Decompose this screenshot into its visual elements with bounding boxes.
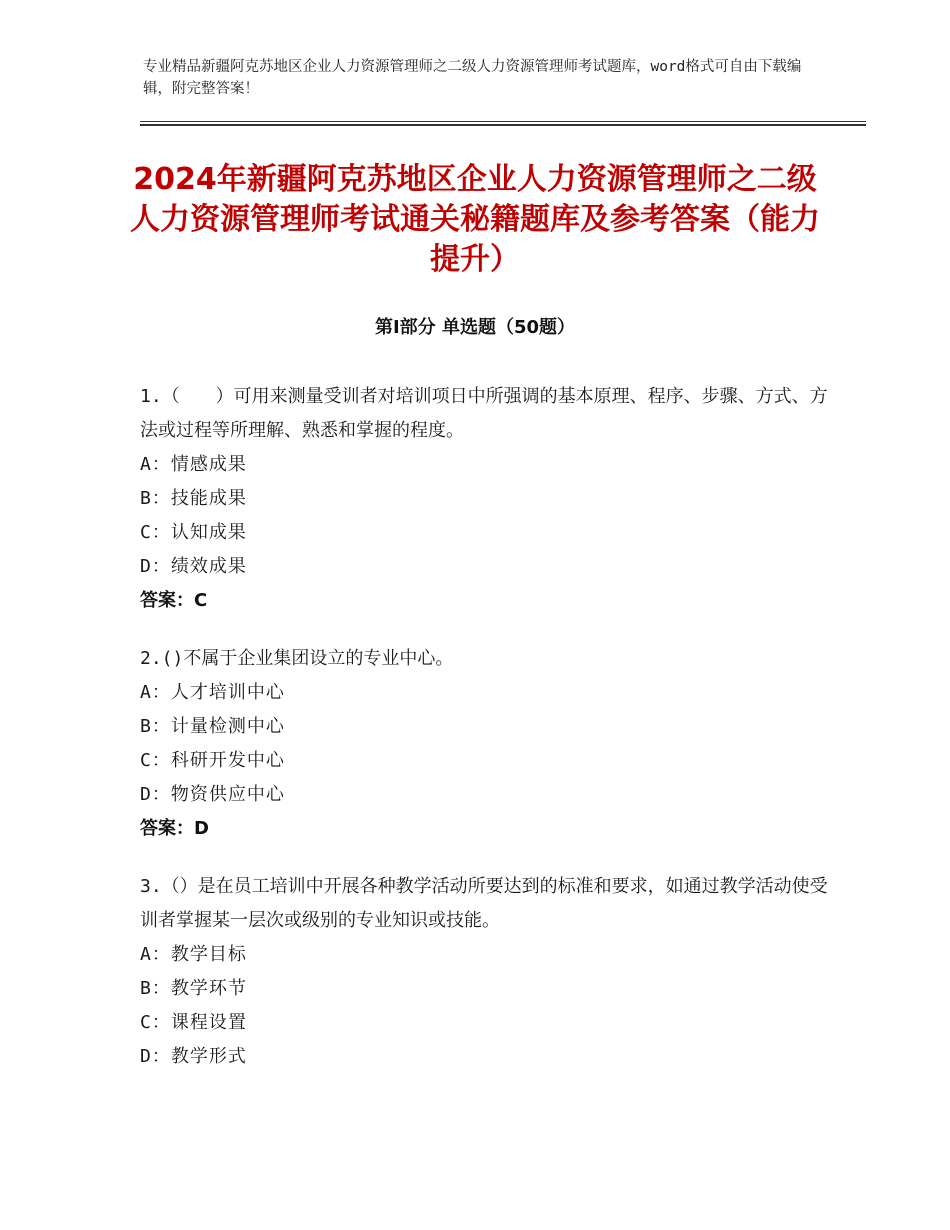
option-c: C：认知成果 — [140, 522, 247, 543]
question-stem: 1.（ ）可用来测量受训者对培训项日中所强调的基本原理、程序、步骤、方式、方法或过程等所理解、熟悉和掌握的程度。 — [140, 386, 828, 441]
option-d: D：教学形式 — [140, 1046, 247, 1067]
option-c: C：课程设置 — [140, 1012, 247, 1033]
option-b: B：技能成果 — [140, 488, 247, 509]
option-b: B：教学环节 — [140, 978, 247, 999]
answer-line: 答案：C — [140, 590, 208, 611]
section-title: 第Ⅰ部分 单选题（50题） — [374, 317, 575, 338]
answer-line: 答案：D — [140, 818, 209, 839]
option-a: A：教学目标 — [140, 944, 247, 965]
question-item — [140, 870, 830, 1074]
option-d: D：绩效成果 — [140, 556, 247, 577]
document-title: 2024年新疆阿克苏地区企业人力资源管理师之二级人力资源管理师考试通关秘籍题库及参考答案（能力提升） — [130, 162, 820, 277]
option-b: B：计量检测中心 — [140, 716, 285, 737]
header-divider-thin — [140, 121, 866, 122]
question-item — [140, 380, 830, 618]
option-a: A：人才培训中心 — [140, 682, 285, 703]
option-c: C：科研开发中心 — [140, 750, 285, 771]
question-stem: 2.()不属于企业集团设立的专业中心。 — [140, 648, 454, 669]
question-list — [140, 380, 830, 1098]
header-divider-thick — [140, 124, 866, 126]
question-stem: 3.（）是在员工培训中开展各种教学活动所要达到的标准和要求，如通过教学活动使受训者掌握某一层次或级别的专业知识或技能。 — [140, 876, 828, 931]
option-d: D：物资供应中心 — [140, 784, 285, 805]
option-a: A：情感成果 — [140, 454, 247, 475]
header-note: 专业精品新疆阿克苏地区企业人力资源管理师之二级人力资源管理师考试题库，word格式可自由下载编辑，附完整答案！ — [143, 59, 802, 97]
question-item — [140, 642, 830, 846]
